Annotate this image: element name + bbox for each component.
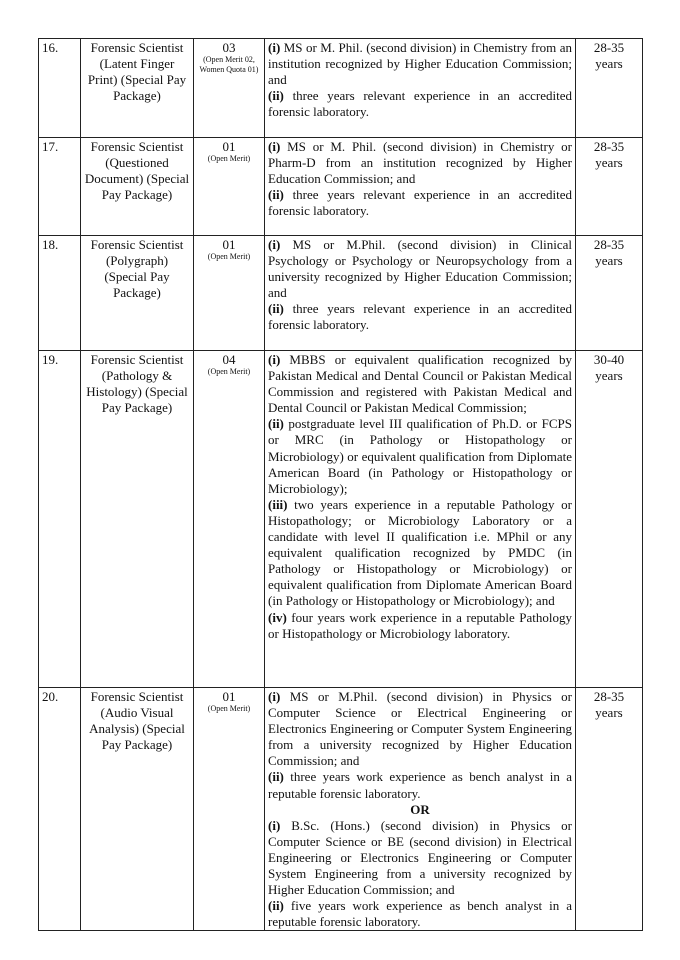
qualification-clause: (i) MS or M. Phil. (second division) in Chemistry or Pharm-D from an institution recognized by Higher Education Commission; and [268,139,572,187]
clause-marker: (ii) [268,416,284,432]
clause-marker: (i) [268,139,281,154]
qualification-clause: (ii) postgraduate level III qualification of Ph.D. or FCPS or MRC (in Pathology or Histopathology or Microbiology) or equivalent qualification from Diplomate American Board (in Pathology or Histopathology or Microbiology); [268,416,572,496]
qualification-clause: (iv) four years work experience in a reputable Pathology or Histopathology or Microbiology laboratory. [268,609,572,641]
qualification-clause: (ii) three years relevant experience in an accredited forensic laboratory. [268,88,572,120]
age-limit: 28-35 years [576,138,643,236]
qualification-clause: (i) B.Sc. (Hons.) (second division) in Physics or Computer Science or BE (second division) in Electrical Engineering or Electronics Engineering or Computer System Engineering from a university recognized by Higher Education Commission; and [268,817,572,898]
table-row [39,688,643,931]
qualification-clause: (iii) two years experience in a reputable Pathology or Histopathology; or Microbiology Laboratory or a candidate with level II qualification i.e. MPhil or any equivalent qualification recognized by PMDC (in Pathology or Histopathology or Microbiology) or equivalent qualification from Diplomate American Board (in Pathology or Histopathology or Microbiology); and [268,496,572,609]
number-of-posts [194,688,265,931]
qualification-clause: (ii) three years relevant experience in an accredited forensic laboratory. [268,301,572,333]
number-of-posts [194,138,265,236]
or-separator: OR [410,801,430,817]
clause-marker: (ii) [268,769,284,785]
serial-number: 17. [39,138,81,236]
age-limit: 28-35 years [576,39,643,138]
age-limit: 28-35 years [576,688,643,931]
clause-marker: (ii) [268,898,284,914]
qualification-clause: (ii) three years relevant experience in an accredited forensic laboratory. [268,187,572,219]
clause-marker: (iii) [268,496,288,512]
age-limit: 28-35 years [576,236,643,351]
clause-marker: (ii) [268,301,284,317]
post-count: 01 [222,237,236,252]
table-row [39,236,643,351]
number-of-posts [194,236,265,351]
table-row [39,39,643,138]
posts-table-body [39,39,643,931]
post-count: 04 [222,352,236,367]
qualification [265,351,576,688]
clause-marker: (ii) [268,88,284,104]
post-count: 03 [222,40,236,55]
clause-marker: (i) [268,40,281,55]
table-row [39,351,643,688]
clause-marker: (ii) [268,187,284,203]
post-count: 01 [222,139,236,154]
qualification-clause: (i) MBBS or equivalent qualification recognized by Pakistan Medical and Dental Council or Pakistan Medical Commission and registered with Pakistan Medical and Dental Council or Pakistan Medical Commission; [268,352,572,416]
post-name: Forensic Scientist (Pathology & Histology) (Special Pay Package) [81,351,194,688]
clause-marker: (i) [268,817,281,833]
quota-note: (Open Merit) [207,704,251,713]
quota-note: (Open Merit) [207,252,251,261]
qualification-clause: (i) MS or M. Phil. (second division) in Chemistry from an institution recognized by Higher Education Commission; and [268,40,572,88]
number-of-posts [194,351,265,688]
qualification-clause: (i) MS or M.Phil. (second division) in Physics or Computer Science or Electrical Engineering or Electronics Engineering or Computer System Engineering from a university recognized by Higher Education Commission; and [268,689,572,769]
qualification [265,688,576,931]
serial-number: 18. [39,236,81,351]
clause-marker: (i) [268,689,281,704]
post-name: Forensic Scientist (Audio Visual Analysis) (Special Pay Package) [81,688,194,931]
posts-table [38,38,643,931]
quota-note: (Open Merit 02, Women Quota 01) [199,55,259,74]
qualification-clause: (ii) three years work experience as bench analyst in a reputable forensic laboratory. [268,769,572,801]
qualification [265,138,576,236]
qualification [265,236,576,351]
qualification-clause: (ii) five years work experience as bench analyst in a reputable forensic laboratory. [268,898,572,930]
post-name: Forensic Scientist (Polygraph) (Special Pay Package) [81,236,194,351]
clause-marker: (i) [268,352,281,367]
post-name: Forensic Scientist (Latent Finger Print) (Special Pay Package) [81,39,194,138]
qualification [265,39,576,138]
table-row [39,138,643,236]
serial-number: 19. [39,351,81,688]
clause-marker: (iv) [268,609,287,625]
number-of-posts [194,39,265,138]
clause-marker: (i) [268,237,281,252]
quota-note: (Open Merit) [207,154,251,163]
qualification-clause: (i) MS or M.Phil. (second division) in Clinical Psychology or Psychology or Neuropsychology from a university recognized by Higher Education Commission; and [268,237,572,301]
post-name: Forensic Scientist (Questioned Document) (Special Pay Package) [81,138,194,236]
serial-number: 20. [39,688,81,931]
age-limit: 30-40 years [576,351,643,688]
post-count: 01 [222,689,236,704]
quota-note: (Open Merit) [207,367,251,376]
serial-number: 16. [39,39,81,138]
